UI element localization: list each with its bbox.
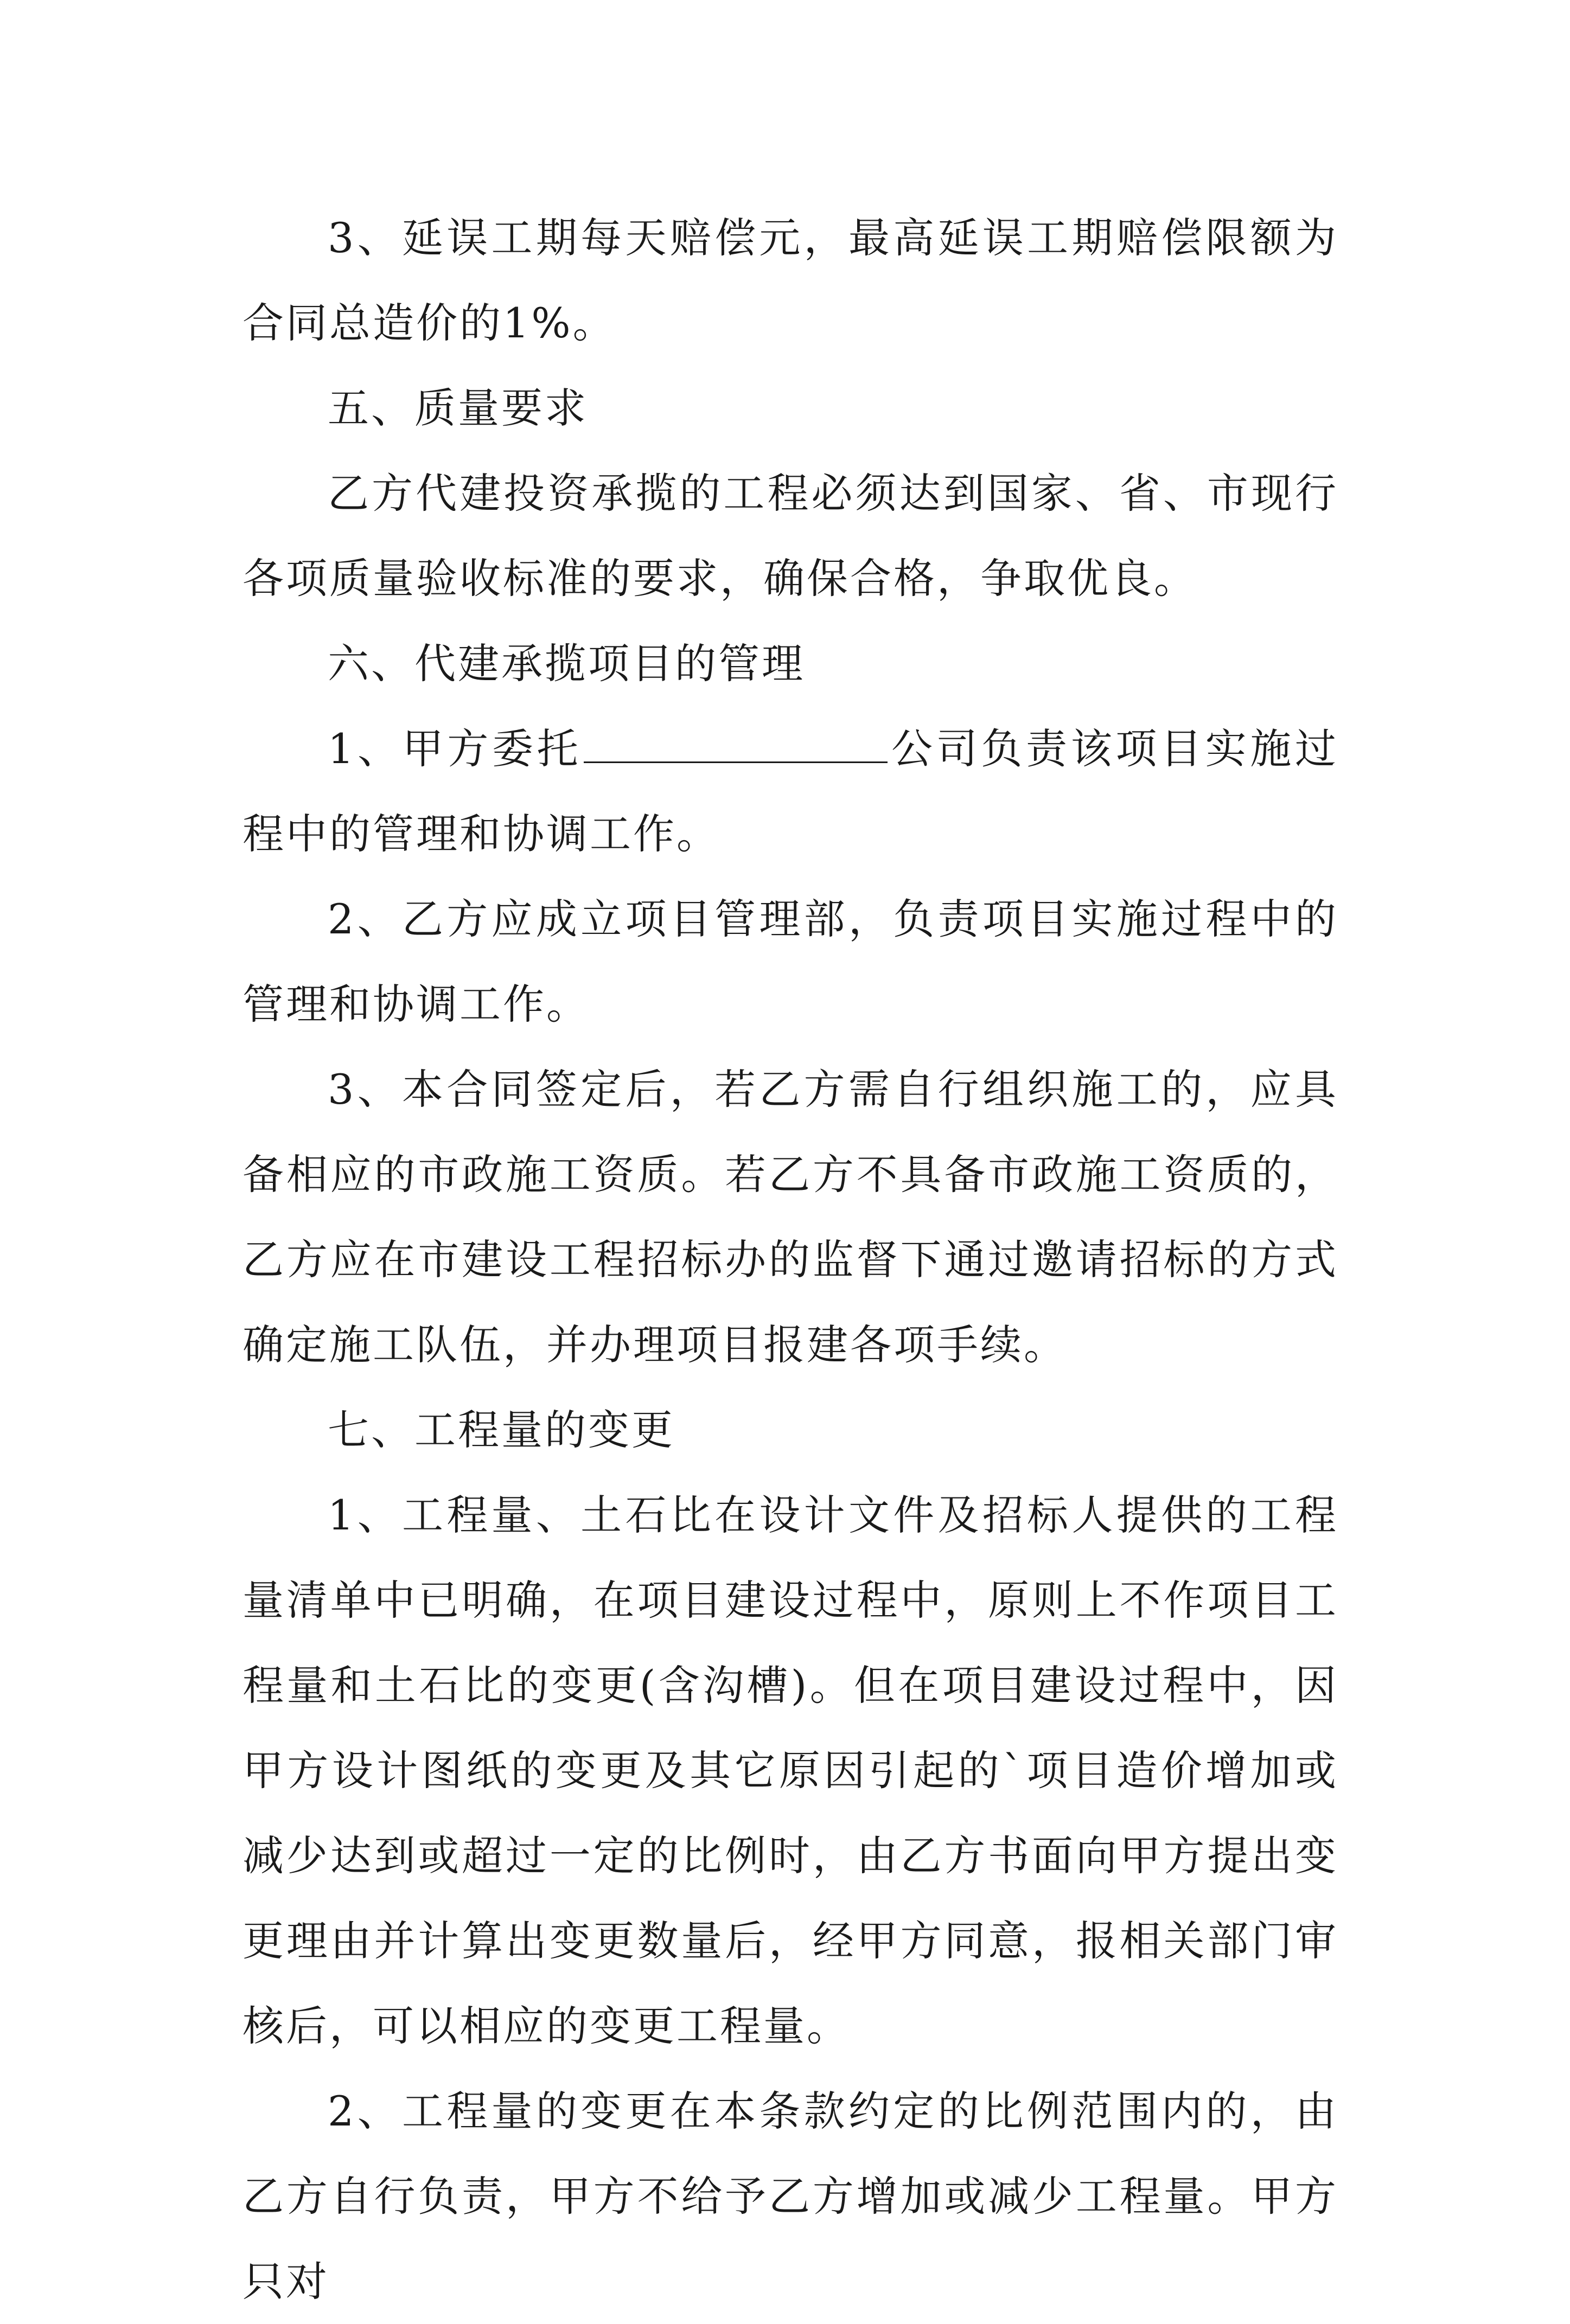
company-name-blank <box>584 724 888 763</box>
entrusted-company-prefix: 1、甲方委托 <box>328 725 582 773</box>
paragraph-quantity-change-scope: 2、工程量的变更在本条款约定的比例范围内的，由乙方自行负责，甲方不给予乙方增加或减少工程量。甲方只对 <box>242 2087 1338 2306</box>
heading-project-management: 六、代建承揽项目的管理 <box>328 639 805 688</box>
paragraph-quality-standards: 乙方代建投资承揽的工程必须达到国家、省、市现行各项质量验收标准的要求，确保合格，争取优良。 <box>242 469 1338 603</box>
heading-quantity-changes: 七、工程量的变更 <box>328 1406 675 1454</box>
paragraph-management-department: 2、乙方应成立项目管理部，负责项目实施过程中的管理和协调工作。 <box>242 895 1338 1028</box>
paragraph-delay-compensation: 3、延误工期每天赔偿元，最高延误工期赔偿限额为合同总造价的1%。 <box>242 214 1338 347</box>
document-body <box>242 195 1338 2324</box>
heading-quality-requirements: 五、质量要求 <box>328 384 588 432</box>
entrusted-company-suffix: 公司负责该项目实施过程中的管理和协调工作。 <box>242 725 1338 858</box>
paragraph-entrusted-company <box>242 706 1338 876</box>
paragraph-quantity-change-rules: 1、工程量、土石比在设计文件及招标人提供的工程量清单中已明确，在项目建设过程中，原则上不作项目工程量和土石比的变更(含沟槽)。但在项目建设过程中，因甲方设计图纸的变更及其它原因引起的`项目造价增加或减少达到或超过一定的比例时，由乙方书面向甲方提出变更理由并计算出变更数量后，经甲方同意，报相关部门审核后，可以相应的变更工程量。 <box>242 1491 1338 2050</box>
paragraph-construction-qualification: 3、本合同签定后，若乙方需自行组织施工的，应具备相应的市政施工资质。若乙方不具备市政施工资质的，乙方应在市建设工程招标办的监督下通过邀请招标的方式确定施工队伍，并办理项目报建各项手续。 <box>242 1065 1338 1369</box>
